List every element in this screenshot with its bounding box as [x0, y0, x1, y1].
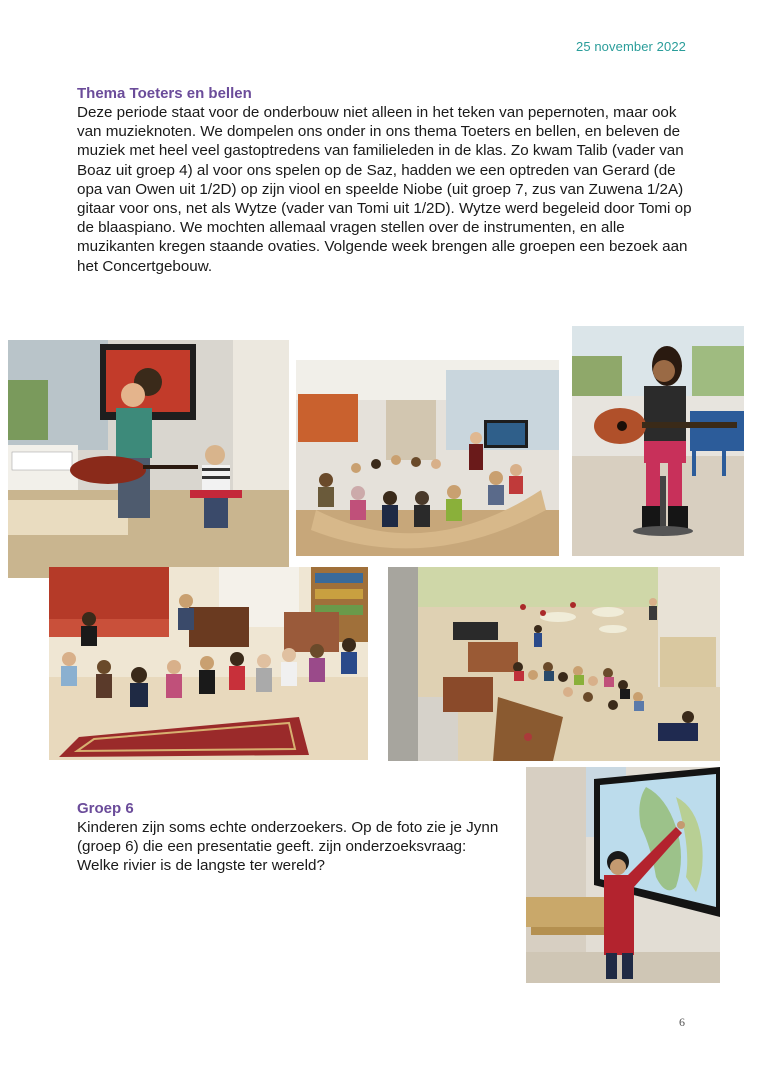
photo-class-semicircle — [296, 360, 559, 556]
photo-guitarist-with-child — [8, 340, 289, 578]
issue-date: 25 november 2022 — [575, 39, 686, 54]
photo-boy-at-smartboard — [526, 767, 720, 983]
section-toeters-en-bellen — [77, 85, 692, 276]
section-groep-6 — [77, 800, 507, 876]
section-title: Groep 6 — [77, 800, 134, 817]
page-number: 6 — [679, 1015, 685, 1029]
photo-classroom-overhead — [388, 567, 720, 761]
photo-children-on-carpet — [49, 567, 368, 760]
section-body: Kinderen zijn soms echte onderzoekers. Op de foto zie je Jynn (groep 6) die een presentatie geeft. zijn onderzoeksvraag: Welke rivier is de langste ter wereld? — [77, 819, 499, 875]
section-title: Thema Toeters en bellen — [77, 85, 252, 102]
section-body: Deze periode staat voor de onderbouw niet alleen in het teken van pepernoten, maar ook van muzieknoten. We dompelen ons onder in ons thema Toeters en bellen, en beleven de muziek met heel veel gastoptredens van familieleden in de klas. Zo kwam Talib (vader van Boaz uit groep 4) al voor ons spelen op de Saz, hadden we een optreden van Gerard (de opa van Owen uit 1/2D) op zijn viool en speelde Niobe (uit groep 7, zus van Zuwena 1/2A) gitaar voor ons, net als Wytze (vader van Tomi uit 1/2D). Wytze werd begeleid door Tomi op de blaaspiano. We mochten allemaal vragen stellen over de instrumenten, en alle muzikanten kregen staande ovaties. Volgende week brengen alle groepen een bezoek aan het Concertgebouw. — [77, 104, 692, 275]
photo-girl-guitar — [572, 326, 744, 556]
